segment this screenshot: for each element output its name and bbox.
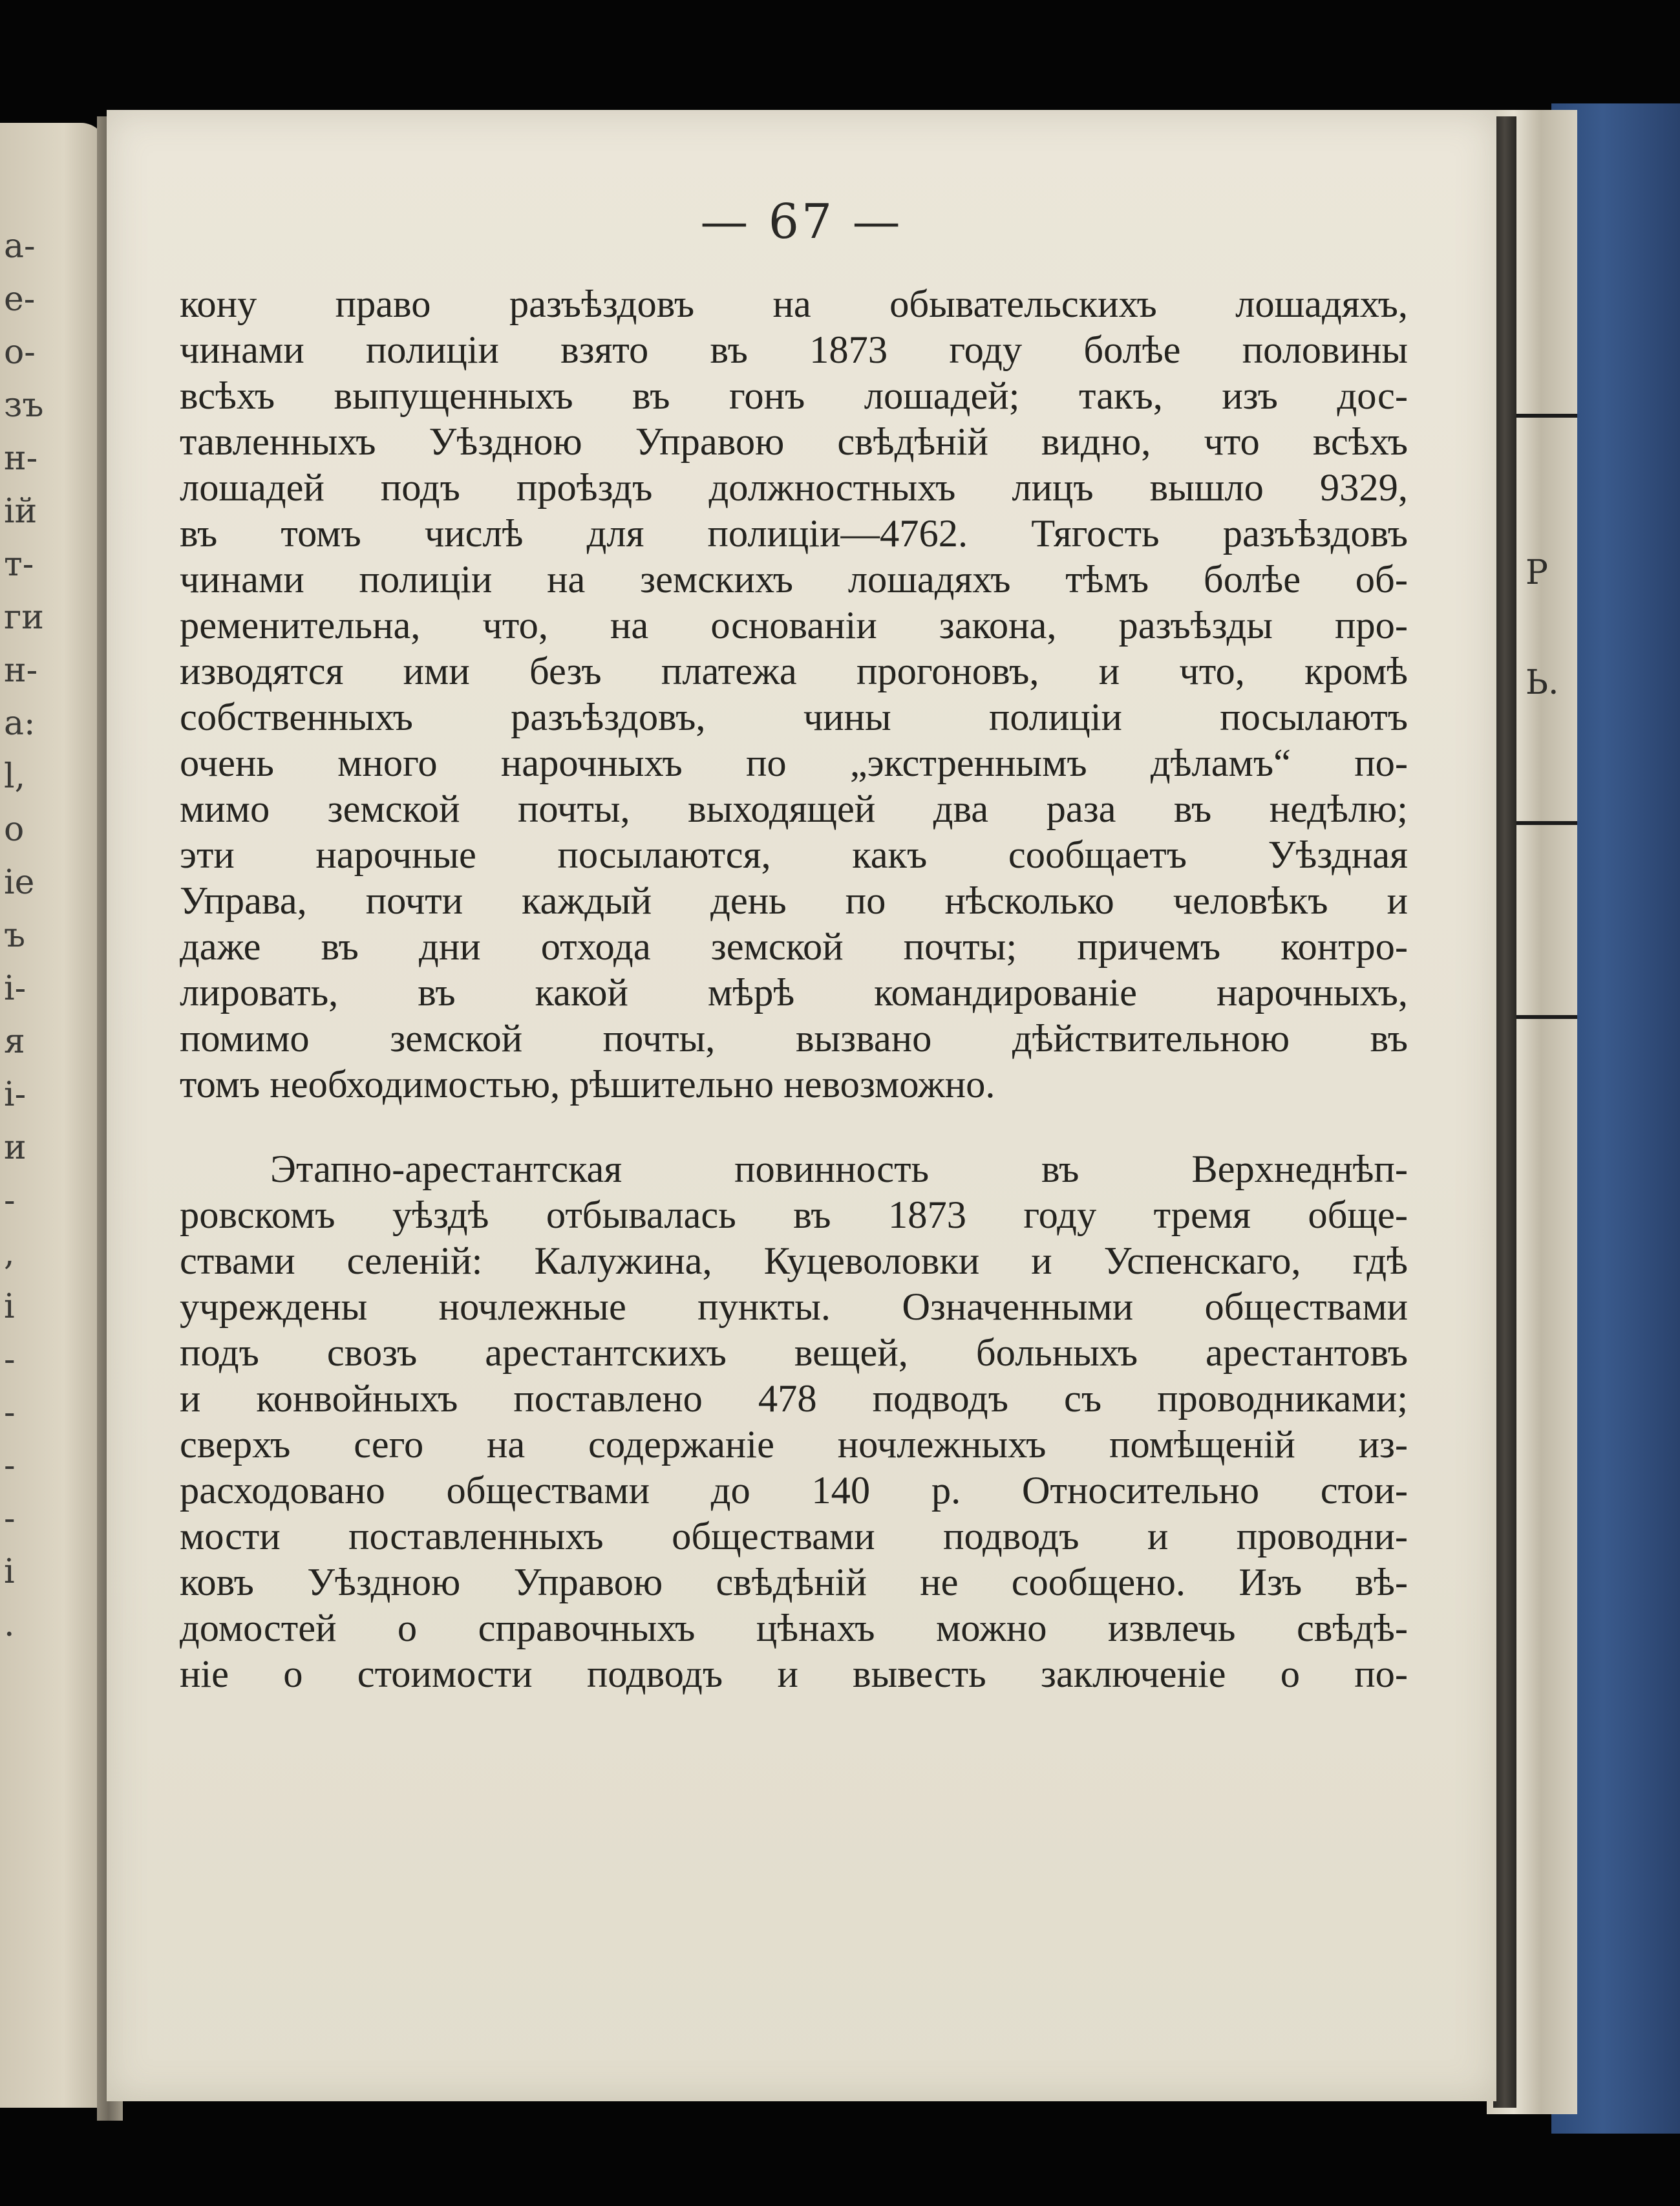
left-page-edge-char: н- <box>4 651 38 690</box>
left-facing-page <box>0 123 107 2108</box>
text-line: помимо земской почты, вызвано дѣйствительною въ <box>180 1017 1408 1060</box>
text-line: изводятся ими безъ платежа прогоновъ, и что, кромѣ <box>180 650 1408 693</box>
left-page-edge-char: т- <box>4 545 34 584</box>
left-page-edge-char: о- <box>4 333 36 372</box>
text-line: лошадей подъ проѣздъ должностныхъ лицъ вышло 9329, <box>180 466 1408 509</box>
body-text <box>180 281 1408 1697</box>
page-edge-shadow <box>1493 116 1516 2108</box>
text-line: чинами полиціи на земскихъ лошадяхъ тѣмъ болѣе об- <box>180 558 1408 601</box>
text-line: лировать, въ какой мѣрѣ командированіе нарочныхъ, <box>180 971 1408 1014</box>
text-line: кону право разъѣздовъ на обывательскихъ лошадяхъ, <box>180 283 1408 326</box>
left-page-edge-char: ій <box>4 492 37 531</box>
text-line: Управа, почти каждый день по нѣсколько человѣкъ и <box>180 879 1408 923</box>
text-line: ствами селеній: Калужина, Куцеволовки и Успенскаго, гдѣ <box>180 1239 1408 1283</box>
text-line: въ томъ числѣ для полиціи—4762. Тягость разъѣздовъ <box>180 512 1408 555</box>
left-page-edge-char: l, <box>4 757 26 796</box>
left-page-edge-char: я <box>4 1022 25 1061</box>
left-page-edge-char: іе <box>4 863 35 902</box>
left-page-edge-char: ъ <box>4 916 26 955</box>
paragraph-1 <box>180 281 1408 1108</box>
left-page-edge-char: а: <box>4 704 36 743</box>
text-line: мимо земской почты, выходящей два раза въ недѣлю; <box>180 787 1408 831</box>
left-page-edge-char: - <box>4 1340 16 1379</box>
text-line: чинами полиціи взято въ 1873 году болѣе половины <box>180 328 1408 372</box>
left-page-edge-char: - <box>4 1499 16 1538</box>
left-page-edge-char: зъ <box>4 386 44 425</box>
text-line: томъ необходимостью, рѣшительно невозможно. <box>180 1063 995 1106</box>
text-line: ковъ Уѣздною Управою свѣдѣній не сообщено. Изъ вѣ- <box>180 1561 1408 1604</box>
text-line: сверхъ сего на содержаніе ночлежныхъ помѣщеній из- <box>180 1423 1408 1466</box>
text-line: ременительна, что, на основаніи закона, разъѣзды про- <box>180 604 1408 647</box>
left-page-edge-char: , <box>4 1234 15 1273</box>
text-line: собственныхъ разъѣздовъ, чины полиціи посылаютъ <box>180 696 1408 739</box>
text-line: учреждены ночлежные пункты. Означенными обществами <box>180 1285 1408 1329</box>
left-page-edge-char: . <box>4 1605 15 1644</box>
text-line: подъ свозъ арестантскихъ вещей, больныхъ арестантовъ <box>180 1331 1408 1375</box>
left-page-edge-char: - <box>4 1393 16 1432</box>
text-line: и конвойныхъ поставлено 478 подводъ съ проводниками; <box>180 1377 1408 1420</box>
left-page-edge-char: і <box>4 1287 15 1326</box>
main-page <box>107 110 1496 2101</box>
left-page-edge-char: і- <box>4 1075 27 1114</box>
text-line: даже въ дни отхода земской почты; причемъ контро- <box>180 925 1408 969</box>
left-page-edge-char: - <box>4 1446 16 1485</box>
stack-edge-char: Ь. <box>1526 663 1559 702</box>
left-page-edge-char: ги <box>4 598 44 637</box>
paragraph-gap <box>180 1108 1408 1146</box>
page-number: — 67 — <box>700 194 903 250</box>
left-page-edge-char: о <box>4 810 25 849</box>
text-line: очень много нарочныхъ по „экстреннымъ дѣламъ“ по- <box>180 742 1408 785</box>
text-line: ніе о стоимости подводъ и вывесть заключеніе о по- <box>180 1653 1408 1696</box>
text-line: тавленныхъ Уѣздною Управою свѣдѣній видно, что всѣхъ <box>180 420 1408 464</box>
text-line: Этапно-арестантская повинность въ Верхнеднѣп- <box>270 1148 1408 1191</box>
text-line: мости поставленныхъ обществами подводъ и проводни- <box>180 1515 1408 1558</box>
text-line: всѣхъ выпущенныхъ въ гонъ лошадей; такъ, изъ дос- <box>180 374 1408 418</box>
left-page-edge-char: і- <box>4 969 27 1008</box>
text-line: домостей о справочныхъ цѣнахъ можно извлечь свѣдѣ- <box>180 1607 1408 1650</box>
left-page-edge-char: н- <box>4 439 38 478</box>
left-page-edge-char: е- <box>4 280 36 319</box>
text-line: эти нарочные посылаются, какъ сообщаетъ Уѣздная <box>180 833 1408 877</box>
left-page-edge-char: и <box>4 1128 27 1167</box>
text-line: ровскомъ уѣздѣ отбывалась въ 1873 году тремя обще- <box>180 1194 1408 1237</box>
left-page-edge-char: і <box>4 1552 15 1591</box>
left-page-edge-char: а- <box>4 227 36 266</box>
paragraph-2 <box>180 1146 1408 1697</box>
stack-edge-char: Р <box>1526 553 1548 592</box>
left-page-edge-char: - <box>4 1181 16 1220</box>
text-line: расходовано обществами до 140 р. Относительно стои- <box>180 1469 1408 1512</box>
